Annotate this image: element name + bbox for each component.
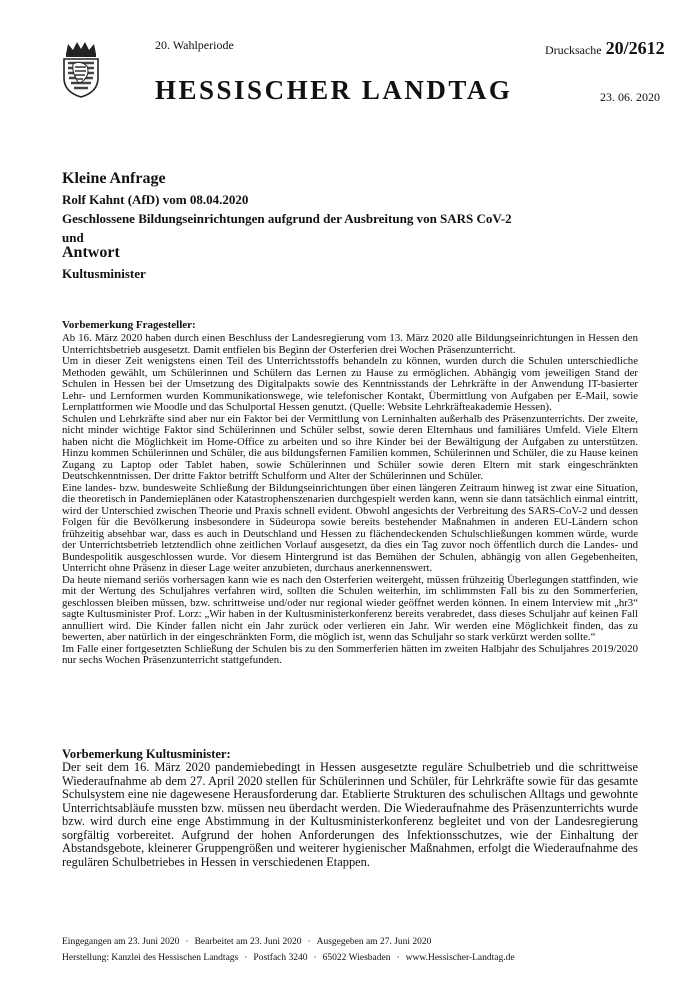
inquiry-author: Rolf Kahnt (AfD) vom 08.04.2020 bbox=[62, 192, 249, 207]
preface-paragraph: Eine landes- bzw. bundesweite Schließung der Bildungseinrichtungen über einen längeren Zeitraum hinweg ist zwar eine Situation, die theoretisch in Pandemieplänen oder Katastrophenszenarien durchgespielt werden kann, wenn sie dann tatsächlich einmal eintritt, wird der Unterschied zwischen Theorie und Praxis schnell evident. Obwohl angesichts der Verbreitung des SARS-CoV-2 und dessen Folgen für die Bevölkerung insbesondere in Südeuropa sowie bereits bestehender Maßnahmen in anderen EU-Ländern schon frühzeitig absehbar war, dass es auch in Deutschland und Hessen zu flächendeckenden Schulschließungen kommen würde, wurde der Unterrichtsbetrieb letztendlich ohne zeitlichen Vorlauf ausgesetzt, da dies ein Tag zuvor noch öffentlich durch die Landes- und Bundespolitik ausgeschlossen wurde. Vor diesem Hintergrund ist das Bemühen der Schulen, abhängig von allen Gegebenheiten, Unterricht ohne Präsenz in dieser Lage weiter anzubieten, durchaus anerkennenswert. bbox=[62, 481, 638, 574]
answer-heading: Vorbemerkung Kultusminister: bbox=[62, 747, 231, 761]
preface-text bbox=[62, 333, 638, 667]
drucksache-number: 20/2612 bbox=[605, 38, 665, 58]
parliament-title: HESSISCHER LANDTAG bbox=[155, 75, 513, 105]
footer-dates bbox=[62, 937, 431, 947]
preface-paragraph: Um in dieser Zeit wenigstens einen Teil des Unterrichtsstoffs behandeln zu können, wurden durch die Schulen unterschiedliche Methoden gewählt, um Schülerinnen und Schülern das Lernen zu Hause zu ermöglichen. Abhängig vom jeweiligen Stand der Schulen in Hessen bei der Umsetzung des Digitalpakts sowie des Kenntnisstands der Lehrkräfte in der Anwendung IT-basierter Lehr- und Lernformen wurden Kommunikationswege, wie telefonischer Kontakt, Übermittlung von Aufgaben per E-Mail, sowie Lernplattformen wie Moodle und das Schulportal Hessen genutzt. (Quelle: Website Lehrkräfteakademie Hessen). bbox=[62, 355, 638, 413]
processed-date: Bearbeitet am 23. Juni 2020 bbox=[194, 937, 302, 947]
received-date: Eingegangen am 23. Juni 2020 bbox=[62, 937, 180, 947]
issued-date: Ausgegeben am 27. Juni 2020 bbox=[316, 937, 432, 947]
footer-separator: · bbox=[307, 937, 311, 947]
preface-paragraph: Da heute niemand seriös vorhersagen kann wie es nach den Osterferien weitergeht, müssen frühzeitig Überlegungen stattfinden, wie mit der Wertung des Schuljahres verfahren wird, sollten die Schulen weiterhin, im schlimmsten Fall bis zu den Sommerferien, geschlossen bleiben müssen, bzw. schrittweise und/oder nur regional wieder geöffnet werden können. In einem Interview mit „hr3“ sagte Kultusminister Prof. Lorz: „Wir haben in der Kultusministerkonferenz bereits verabredet, dass dieses Schuljahr auf keinen Fall annulliert wird. Die Kinder fallen nicht ein Jahr zurück oder verlieren ein Jahr. Wir werden eine Möglichkeit finden, das zu bewerten, aber natürlich in der eingeschränkten Form, die möglich ist, wenn das Schuljahr so stark verkürzt werden sollte.“ bbox=[62, 573, 638, 643]
preface-heading: Vorbemerkung Fragesteller: bbox=[62, 319, 196, 331]
inquiry-subject: Geschlossene Bildungseinrichtungen aufgrund der Ausbreitung von SARS CoV-2 bbox=[62, 211, 512, 226]
footer-separator: · bbox=[313, 953, 317, 963]
legislative-period: 20. Wahlperiode bbox=[155, 38, 234, 52]
respondent: Kultusminister bbox=[62, 266, 146, 281]
answer-text bbox=[62, 761, 638, 869]
preface-paragraph: Ab 16. März 2020 haben durch einen Beschluss der Landesregierung vom 13. März 2020 alle Bildungseinrichtungen in Hessen den Unterrichtsbetrieb ausgesetzt. Damit entfielen bis Beginn der Osterferien drei Wochen Präsenzunterricht. bbox=[62, 332, 638, 356]
footer-separator: · bbox=[396, 953, 400, 963]
footer-publisher bbox=[62, 953, 515, 963]
document-number bbox=[545, 38, 665, 59]
answer-title: Antwort bbox=[62, 244, 120, 261]
drucksache-label: Drucksache bbox=[545, 43, 602, 57]
preface-paragraph: Im Falle einer fortgesetzten Schließung der Schulen bis zu den Sommerferien hätten im zweiten Halbjahr des Schuljahres 2019/2020 nur sechs Wochen Präsenzunterricht stattgefunden. bbox=[62, 642, 638, 666]
document-date: 23. 06. 2020 bbox=[600, 90, 660, 104]
footer-separator: · bbox=[185, 937, 189, 947]
answer-paragraph: Der seit dem 16. März 2020 pandemiebedingt in Hessen ausgesetzte reguläre Schulbetrieb und die schrittweise Wiederaufnahme ab dem 27. April 2020 stellen für Schülerinnen und Schüler, für Lehrkräfte sowie für das gesamte Schulsystem eine nie dagewesene Herausforderung dar. Etablierte Strukturen des schulischen Alltags und gewohnte Unterrichtsabläufe mussten bzw. müssen neu überdacht werden. Die Wiederaufnahme des Präsenzunterrichts wurde bzw. wird durch eine enge Abstimmung in der Kultusministerkonferenz begleitet und von der Landesregierung sorgfältig vorbereitet. Aufgrund der hohen Anforderungen des Infektionsschutzes, wie der Einhaltung der Abstandsgebote, kleinerer Gruppengrößen und weiterer hygienischer Maßnahmen, erfolgt die Wiederaufnahme des regulären Schulbetriebes in Hessen in verschiedenen Etappen. bbox=[62, 760, 638, 869]
po-box: Postfach 3240 bbox=[253, 953, 308, 963]
hesse-coat-of-arms-icon bbox=[60, 40, 102, 98]
footer-separator: · bbox=[244, 953, 248, 963]
document-kind: Kleine Anfrage bbox=[62, 170, 166, 187]
title-and: und bbox=[62, 230, 84, 245]
website-link[interactable]: www.Hessischer-Landtag.de bbox=[405, 953, 515, 963]
preface-paragraph: Schulen und Lehrkräfte sind aber nur ein Faktor bei der Vermittlung von Lerninhalten außerhalb des Präsenzunterrichts. Der zweite, nicht minder wichtige Faktor sind Schülerinnen und Schüler selbst, sowie deren Elternhaus und familiäres Umfeld. Viele Eltern haben nicht die Möglichkeit im Home-Office zu arbeiten und so ihre Kinder bei der Bewältigung der Aufgaben zu unterstützen. Hinzu kommen Schülerinnen und Schüler, die aus bildungsfernen Familien kommen, Schülerinnen und Schüler, die zu Hause keinen Zugang zu Laptop oder Tablet haben, sowie Schülerinnen und Schüler sowie deren Eltern mit stark eingeschränkten Deutschkenntnissen. Der dritte Faktor betrifft Schulform und Alter der Schülerinnen und Schüler. bbox=[62, 412, 638, 482]
producer: Herstellung: Kanzlei des Hessischen Landtags bbox=[62, 953, 239, 963]
city: 65022 Wiesbaden bbox=[322, 953, 391, 963]
